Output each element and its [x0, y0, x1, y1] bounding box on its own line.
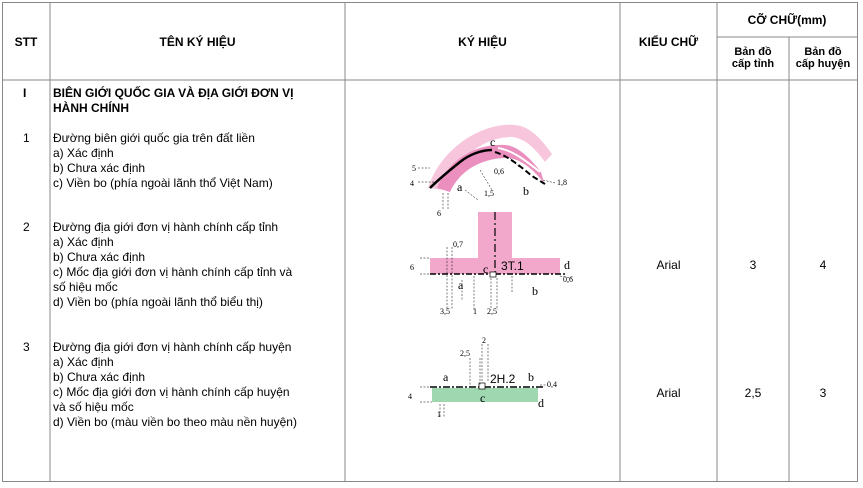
- s3-label-b: b: [528, 370, 534, 384]
- s3-label-d: d: [538, 396, 544, 410]
- s1-dim-5: 5: [412, 164, 416, 173]
- row3-size-huyen: 3: [819, 386, 827, 400]
- section-title-line1: BIÊN GIỚI QUỐC GIA VÀ ĐỊA GIỚI ĐƠN VỊ: [53, 86, 294, 100]
- row2-line5: số hiệu mốc: [53, 280, 118, 294]
- row3-stt: 3: [23, 340, 30, 354]
- s1-label-c: c: [490, 135, 496, 149]
- row3-line2: a) Xác định: [53, 355, 114, 369]
- s3-dim-4: 4: [408, 392, 412, 401]
- s3-dim-04: 0,4: [547, 380, 557, 389]
- row3-line6: d) Viền bo (màu viền bo theo màu nền huyện): [53, 415, 297, 429]
- section-title-line2: HÀNH CHÍNH: [53, 101, 129, 115]
- s3-code: 2H.2: [490, 372, 516, 386]
- s1-dim-15: 1,5: [484, 189, 494, 198]
- header-ten-ky-hieu: TÊN KÝ HIỆU: [159, 35, 236, 49]
- row2-line4: c) Mốc địa giới đơn vị hành chính cấp tỉnh và: [53, 265, 293, 279]
- s3-dim-1: 1: [437, 410, 441, 419]
- s3-label-a: a: [443, 370, 449, 384]
- row2-line2: a) Xác định: [53, 235, 114, 249]
- header-ban-do-huyen-line2: cấp huyện: [795, 58, 851, 70]
- row3-size-tinh: 2,5: [744, 386, 762, 400]
- row3-line5: và số hiệu mốc: [53, 400, 134, 414]
- s1-dim-4: 4: [410, 179, 414, 188]
- row2-font: Arial: [656, 258, 681, 272]
- row2-line1: Đường địa giới đơn vị hành chính cấp tỉnh: [53, 220, 279, 234]
- s2-label-c: c: [483, 262, 489, 276]
- row2-size-tinh: 3: [749, 258, 757, 272]
- header-ban-do-tinh-line1: Bản đồ: [734, 46, 772, 58]
- row1-line2: a) Xác định: [53, 146, 114, 160]
- s1-dim-6: 6: [437, 209, 441, 218]
- s2-dim-06: 0,6: [563, 275, 573, 284]
- s2-dim-07: 0,7: [453, 240, 463, 249]
- row2-line3: b) Chưa xác định: [53, 250, 146, 264]
- row2-line6: d) Viền bo (phía ngoài lãnh thổ biểu thị): [53, 295, 263, 309]
- header-ban-do-huyen-line1: Bản đồ: [804, 46, 842, 58]
- row1-line3: b) Chưa xác định: [53, 161, 146, 175]
- s3-label-c: c: [480, 391, 486, 405]
- s1-dim-06: 0,6: [494, 167, 504, 176]
- header-ban-do-tinh-line2: cấp tỉnh: [731, 58, 775, 70]
- row3-line1: Đường địa giới đơn vị hành chính cấp huyện: [53, 340, 292, 354]
- header-stt: STT: [14, 35, 38, 49]
- s2-dim-1: 1: [473, 307, 477, 316]
- row2-stt: 2: [23, 220, 30, 234]
- s2-dim-25: 2,5: [487, 307, 497, 316]
- s2-code: 3T.1: [501, 259, 524, 273]
- header-ky-hieu: KÝ HIỆU: [458, 35, 507, 49]
- s1-label-b: b: [523, 184, 529, 198]
- s2-label-a: a: [458, 278, 464, 292]
- s1-dim-18: 1,8: [557, 178, 567, 187]
- header-kieu-chu: KIỂU CHỮ: [638, 35, 699, 49]
- s2-label-b: b: [532, 284, 538, 298]
- row3-font: Arial: [656, 386, 681, 400]
- header-co-chu: CỠ CHỮ(mm): [747, 13, 827, 27]
- s2-dim-35: 3,5: [440, 307, 450, 316]
- section-number: I: [23, 86, 27, 100]
- s1-label-a: a: [457, 180, 463, 194]
- s2-label-d: d: [564, 258, 570, 272]
- row2-size-huyen: 4: [819, 258, 827, 272]
- row3-line4: c) Mốc địa giới đơn vị hành chính cấp huyện: [53, 385, 290, 399]
- s2-dim-6: 6: [410, 263, 414, 272]
- s3-dim-25: 2,5: [460, 349, 470, 358]
- row3-line3: b) Chưa xác định: [53, 370, 146, 384]
- s3-dim-2: 2: [482, 336, 486, 345]
- row1-line4: c) Viền bo (phía ngoài lãnh thổ Việt Nam): [53, 176, 273, 190]
- row1-line1: Đường biên giới quốc gia trên đất liền: [53, 131, 255, 145]
- row1-stt: 1: [23, 131, 30, 145]
